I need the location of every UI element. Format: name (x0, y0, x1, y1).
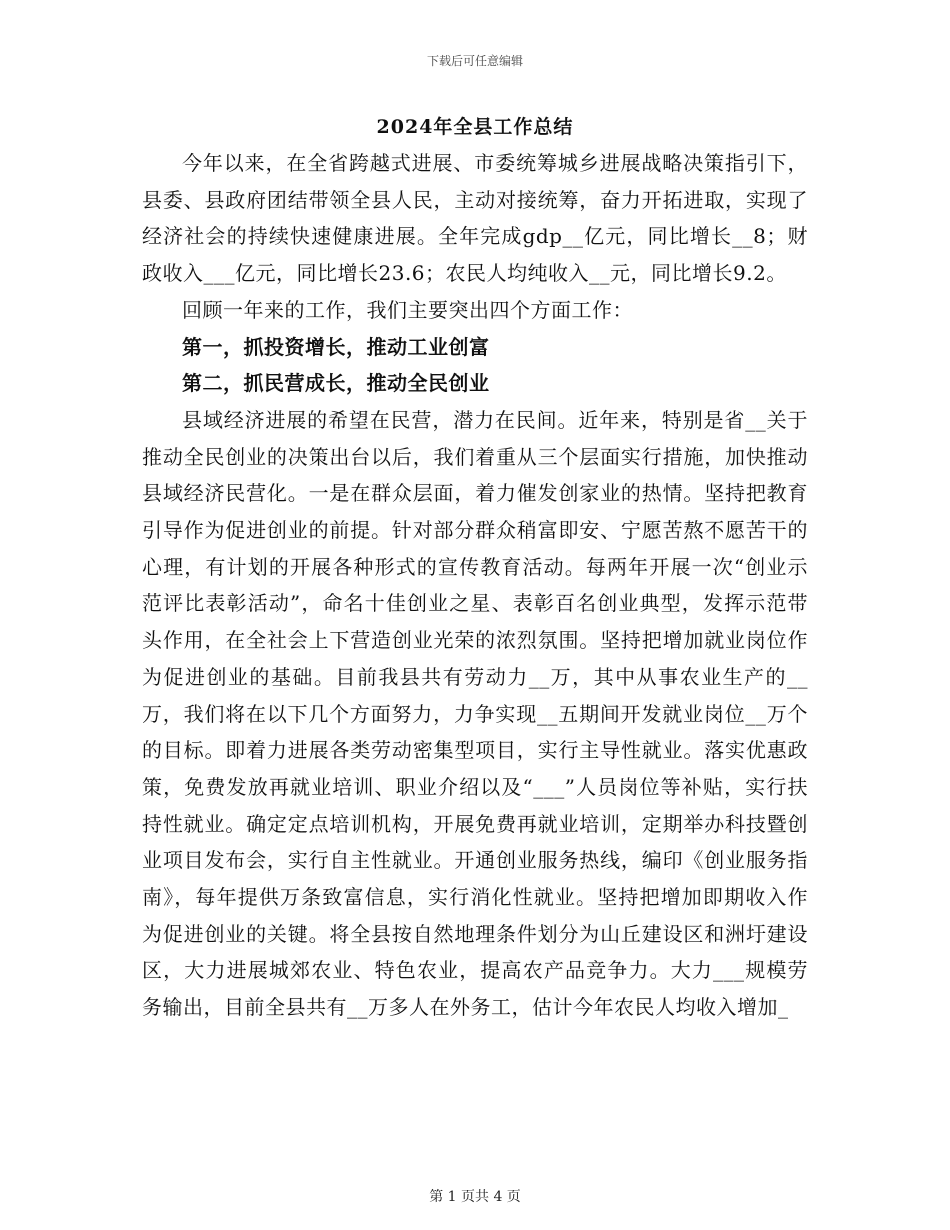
section-heading-2: 第二，抓民营成长，推动全民创业 (182, 371, 490, 396)
paragraph-review: 回顾一年来的工作，我们主要突出四个方面工作： (182, 297, 633, 322)
section-heading-1: 第一，抓投资增长，推动工业创富 (182, 334, 490, 359)
page-number: 第 1 页共 4 页 (429, 1189, 521, 1205)
page-header-note: 下载后可任意编辑 (426, 54, 523, 68)
document-body (142, 145, 808, 1026)
document-title: 2024年全县工作总结 (376, 116, 574, 138)
paragraph-private-economy: 县域经济进展的希望在民营，潜力在民间。近年来，特别是省__关于推动全民创业的决策出台以后，我们着重从三个层面实行措施，加快推动县域经济民营化。一是在群众层面，着力催发创家业的热情。坚持把教育引导作为促进创业的前提。针对部分群众稍富即安、宁愿苦熬不愿苦干的心理，有计划的开展各种形式的宣传教育活动。每两年开展一次“创业示范评比表彰活动”，命名十佳创业之星、表彰百名创业典型，发挥示范带头作用，在全社会上下营造创业光荣的浓烈氛围。坚持把增加就业岗位作为促进创业的基础。目前我县共有劳动力__万，其中从事农业生产的__万，我们将在以下几个方面努力，力争实现__五期间开发就业岗位__万个的目标。即着力进展各类劳动密集型项目，实行主导性就业。落实优惠政策，免费发放再就业培训、职业介绍以及“___”人员岗位等补贴，实行扶持性就业。确定定点培训机构，开展免费再就业培训，定期举办科技暨创业项目发布会，实行自主性就业。开通创业服务热线，编印《创业服务指南》，每年提供万条致富信息，实行消化性就业。坚持把增加即期收入作为促进创业的关键。将全县按自然地理条件划分为山丘建设区和洲圩建设区，大力进展城郊农业、特色农业，提高农产品竞争力。大力___规模劳务输出，目前全县共有__万多人在外务工，估计今年农民人均收入增加_ (142, 407, 808, 1020)
paragraph-intro: 今年以来，在全省跨越式进展、市委统筹城乡进展战略决策指引下，县委、县政府团结带领全县人民，主动对接统筹，奋力开拓进取，实现了经济社会的持续快速健康进展。全年完成gdp__亿元，同比增长__8；财政收入___亿元，同比增长23.6；农民人均纯收入__元，同比增长9.2。 (142, 151, 808, 286)
